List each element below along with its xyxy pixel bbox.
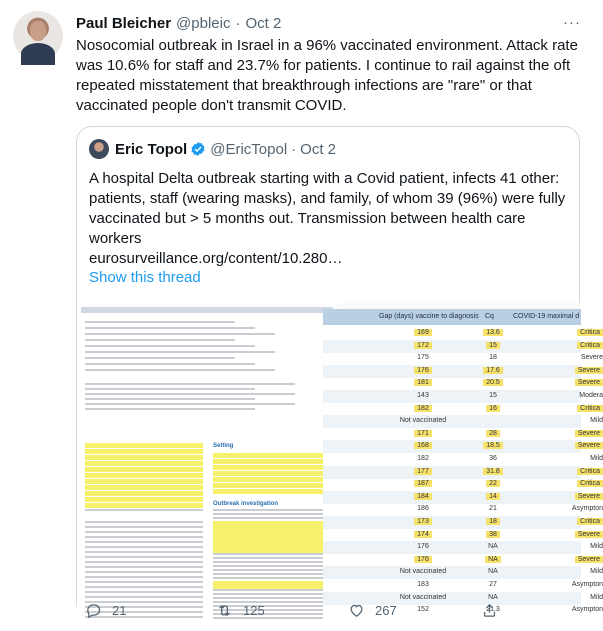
header-gap: Gap (days) vaccine to diagnosis (379, 313, 479, 320)
reply-icon (85, 602, 102, 619)
text-line (85, 363, 255, 365)
severity-cell-value: Severe (575, 556, 603, 563)
severity-cell (533, 568, 603, 575)
severity-cell (533, 354, 603, 361)
page-header-band (81, 307, 333, 313)
gap-cell (383, 568, 463, 575)
quote-author-avatar[interactable] (89, 139, 109, 159)
gap-cell-value: 172 (414, 342, 432, 349)
cq-cell (473, 442, 513, 449)
table-row (323, 340, 600, 353)
table-row (323, 327, 600, 340)
severity-cell (533, 468, 603, 475)
heart-icon (348, 602, 365, 619)
gap-cell-value: 187 (414, 480, 432, 487)
verified-badge-icon (190, 141, 206, 157)
cq-cell-value: 36 (489, 455, 497, 462)
cq-cell (473, 455, 513, 462)
cq-cell-value: 18.5 (483, 442, 503, 449)
gap-cell (383, 556, 463, 563)
cq-cell (473, 354, 513, 361)
severity-cell (533, 342, 603, 349)
table-row (323, 377, 600, 390)
cq-cell-value: 18 (486, 518, 500, 525)
text-line (85, 536, 203, 538)
text-line (213, 593, 329, 595)
severity-cell-value: Critica (577, 480, 603, 487)
cq-cell-value: NA (485, 556, 501, 563)
retweet-icon (216, 602, 233, 619)
severity-cell-value: Mild (590, 568, 603, 576)
header-cq: Cq (485, 313, 494, 320)
cq-cell-value: 21.3 (486, 606, 500, 614)
highlighted-line (85, 443, 203, 448)
text-line (85, 596, 203, 598)
quote-author-name[interactable]: Eric Topol (115, 140, 188, 158)
text-line (85, 521, 203, 523)
gap-cell-value: 176 (417, 543, 429, 551)
gap-cell (383, 531, 463, 538)
gap-cell-value: 176 (414, 367, 432, 374)
severity-cell (533, 581, 603, 588)
tweet-date[interactable]: Oct 2 (245, 14, 282, 32)
severity-cell-value: Mild (590, 417, 603, 425)
cq-cell-value: 27 (489, 581, 497, 588)
table-row (323, 554, 600, 567)
share-icon (481, 602, 498, 619)
reply-count: 21 (112, 603, 127, 618)
gap-cell (383, 505, 463, 512)
gap-cell-value: 171 (414, 430, 432, 437)
quote-author-handle[interactable]: @EricTopol (210, 140, 288, 158)
gap-cell (383, 405, 463, 412)
highlighted-line (213, 459, 329, 464)
severity-cell (533, 430, 603, 437)
highlighted-line (85, 473, 203, 478)
highlighted-line (85, 461, 203, 466)
cq-cell-value: 14 (486, 493, 500, 500)
gap-cell (383, 518, 463, 525)
severity-cell (533, 493, 603, 500)
text-line (213, 553, 329, 555)
cq-cell-value: 18 (489, 354, 497, 362)
tweet-actions (76, 600, 588, 622)
like-count: 267 (375, 603, 397, 618)
text-line (85, 393, 295, 395)
severity-cell-value: Critica (577, 329, 603, 336)
text-line (213, 589, 329, 591)
quote-separator: · (291, 140, 297, 158)
gap-cell-value: 183 (417, 581, 429, 588)
cq-cell-value: 28 (486, 430, 500, 437)
highlighted-line (85, 491, 203, 496)
text-line (85, 556, 203, 558)
gap-cell (383, 392, 463, 399)
table-row (323, 541, 603, 554)
gap-cell (383, 468, 463, 475)
cq-cell (473, 392, 513, 399)
quote-text (89, 169, 571, 269)
severity-cell (533, 417, 603, 424)
severity-cell (533, 505, 603, 512)
gap-cell-value: 169 (414, 329, 432, 336)
highlighted-line (85, 449, 203, 454)
gap-cell-value: 177 (414, 468, 432, 475)
text-line (213, 561, 329, 563)
cq-cell-value: NA (488, 543, 498, 551)
severity-cell-value: Critica (577, 518, 603, 525)
gap-cell (383, 354, 463, 361)
cq-cell (473, 430, 513, 437)
severity-cell (533, 518, 603, 525)
gap-cell (383, 342, 463, 349)
avatar-shirt (21, 43, 55, 65)
severity-cell (533, 543, 603, 550)
severity-cell (533, 455, 603, 462)
gap-cell-value: 168 (414, 442, 432, 449)
gap-cell-value: 181 (414, 379, 432, 386)
table-row (323, 579, 603, 592)
text-line (85, 357, 235, 359)
severity-cell-value: Mild (590, 543, 603, 551)
table-row (323, 566, 603, 579)
cq-cell (473, 379, 513, 386)
table-row (323, 403, 600, 416)
gap-cell (383, 455, 463, 462)
tweet-header (76, 13, 281, 33)
quote-body: A hospital Delta outbreak starting with a Covid patient, infects 41 other: patients, staff (wearing masks), and family, of whom 39 (96%) were fully vaccinated but > 5 months out. Transmission between health care workers (89, 170, 566, 247)
text-line (85, 561, 203, 563)
share-button[interactable] (481, 602, 508, 619)
tweet-text: Nosocomial outbreak in Israel in a 96% vaccinated environment. Attack rate was 10.6% for staff and 23.7% for patients. I continue to rail against the oft repeated misstatement that breakthrough infections are "rare" or that vaccinated people don't transmit COVID. (76, 37, 578, 114)
highlighted-line (213, 489, 329, 494)
highlighted-line (213, 465, 329, 470)
paper-image[interactable] (77, 303, 603, 619)
severity-cell-value: Mild (590, 593, 603, 601)
gap-cell-value: 182 (417, 455, 429, 462)
cq-cell-value: 21 (489, 505, 497, 513)
quote-link[interactable]: eurosurveillance.org/content/10.280… (89, 250, 343, 267)
severity-cell-value: Mild (590, 455, 603, 462)
cq-cell-value: NA (488, 568, 498, 576)
severity-cell-value: Severe (580, 354, 603, 362)
table-row (323, 466, 600, 479)
cq-cell-value: 13.6 (483, 329, 503, 336)
highlighted-line (213, 483, 329, 488)
gap-cell-value: 174 (414, 531, 432, 538)
setting-heading: Setting (213, 443, 234, 449)
text-line (213, 573, 329, 575)
gap-cell (383, 417, 463, 424)
gap-cell (383, 581, 463, 588)
cq-cell (473, 329, 513, 336)
text-line (213, 597, 329, 599)
cq-cell-value: 38 (486, 531, 500, 538)
text-line (85, 388, 255, 390)
text-line (213, 565, 329, 567)
severity-cell-value: Severe (575, 442, 603, 449)
highlighted-line (85, 479, 203, 484)
table-row (323, 503, 603, 516)
highlighted-line (213, 471, 329, 476)
cq-cell (473, 568, 513, 575)
cq-cell (473, 342, 513, 349)
severity-cell (533, 329, 603, 336)
text-line (85, 551, 203, 553)
text-line (85, 526, 203, 528)
severity-cell-value: Critica (577, 468, 603, 475)
text-line (85, 531, 203, 533)
gap-cell (383, 379, 463, 386)
highlighted-line (85, 485, 203, 490)
gap-cell-value: Not vaccinated (399, 568, 447, 576)
paper-table (323, 309, 603, 619)
severity-cell-value: Asympton (571, 505, 603, 513)
quote-date[interactable]: Oct 2 (300, 140, 337, 158)
text-line (85, 383, 295, 385)
text-line (85, 581, 203, 583)
cq-cell (473, 505, 513, 512)
show-thread-link[interactable]: Show this thread (89, 269, 201, 286)
cq-cell-value: 17.6 (483, 367, 503, 374)
text-line (85, 339, 235, 341)
quoted-tweet[interactable] (76, 126, 603, 618)
cq-cell (473, 493, 513, 500)
severity-cell (533, 480, 603, 487)
table-row (323, 440, 600, 453)
highlighted-line (213, 453, 329, 458)
cq-cell-value: NA (488, 593, 498, 601)
cq-cell (473, 518, 513, 525)
gap-cell-value: 182 (414, 405, 432, 412)
severity-cell-value: Critica (577, 342, 603, 349)
severity-cell (533, 442, 603, 449)
cq-cell (473, 581, 513, 588)
text-line (85, 369, 275, 371)
author-avatar[interactable] (13, 11, 63, 61)
gap-cell-value: 143 (417, 392, 429, 399)
gap-cell-value: 186 (417, 505, 429, 513)
cq-cell (473, 405, 513, 412)
text-line (85, 403, 295, 405)
text-line (85, 321, 235, 323)
text-line (85, 571, 203, 573)
severity-cell (533, 367, 603, 374)
severity-cell-value: Severe (575, 379, 603, 386)
text-line (85, 408, 255, 410)
cq-cell (473, 468, 513, 475)
text-line (213, 577, 329, 579)
gap-cell-value: 173 (414, 518, 432, 525)
severity-cell (533, 556, 603, 563)
text-line (85, 327, 255, 329)
cq-cell-value: 16 (486, 405, 500, 412)
reply-button[interactable] (85, 602, 126, 619)
severity-cell-value: Severe (575, 493, 603, 500)
highlighted-line (85, 455, 203, 460)
cq-cell-value: 15 (489, 392, 497, 399)
cq-cell (473, 556, 513, 563)
gap-cell (383, 480, 463, 487)
severity-cell-value: Modera (579, 392, 603, 399)
gap-cell (383, 430, 463, 437)
cq-cell (473, 531, 513, 538)
gap-cell (383, 543, 463, 550)
gap-cell-value: Not vaccinated (399, 417, 447, 425)
highlighted-line (85, 467, 203, 472)
cq-cell (473, 543, 513, 550)
author-name[interactable]: Paul Bleicher (76, 14, 172, 32)
gap-cell-value: 175 (417, 354, 429, 362)
gap-cell-value: 176 (414, 556, 432, 563)
severity-cell-value: Severe (575, 430, 603, 437)
text-line (85, 566, 203, 568)
text-line (85, 576, 203, 578)
quote-header (89, 139, 336, 159)
text-line (85, 591, 203, 593)
severity-cell (533, 405, 603, 412)
gap-cell-value: Not vaccinated (399, 593, 447, 601)
cq-cell-value: 15 (486, 342, 500, 349)
avatar-face (30, 21, 46, 41)
highlighted-line (85, 497, 203, 502)
gap-cell-value: 184 (414, 493, 432, 500)
highlighted-line (85, 503, 203, 508)
gap-cell (383, 329, 463, 336)
cq-cell-value: 31.8 (483, 468, 503, 475)
table-row (323, 415, 603, 428)
table-row (323, 529, 600, 542)
severity-cell (533, 392, 603, 399)
retweet-button[interactable] (216, 602, 265, 619)
table-row (323, 491, 600, 504)
highlighted-line (213, 477, 329, 482)
table-row (323, 428, 600, 441)
severity-cell-value: Asympton (571, 581, 603, 588)
text-line (85, 351, 275, 353)
retweet-count: 125 (243, 603, 265, 618)
table-row (323, 453, 603, 466)
text-line (85, 586, 203, 588)
more-options-icon[interactable]: ··· (563, 14, 581, 31)
text-line (85, 509, 203, 511)
cq-cell-value: 20.5 (483, 379, 503, 386)
paper-text-page (77, 303, 337, 619)
severity-cell-value: Severe (575, 531, 603, 538)
text-line (213, 509, 329, 511)
gap-cell (383, 493, 463, 500)
table-row (323, 352, 603, 365)
severity-cell (533, 531, 603, 538)
like-button[interactable] (348, 602, 397, 619)
table-row (323, 516, 600, 529)
gap-cell (383, 367, 463, 374)
gap-cell (383, 442, 463, 449)
severity-cell-value: Severe (575, 367, 603, 374)
outbreak-heading: Outbreak investigation (213, 501, 279, 507)
table-header (323, 309, 581, 325)
text-line (213, 557, 329, 559)
text-line (85, 333, 275, 335)
text-line (85, 541, 203, 543)
cq-cell (473, 480, 513, 487)
text-line (85, 546, 203, 548)
separator: · (235, 14, 241, 32)
text-line (213, 517, 329, 519)
table-row (323, 365, 600, 378)
severity-cell-value: Asympton (571, 606, 603, 614)
table-row (323, 390, 603, 403)
text-line (85, 398, 255, 400)
text-line (213, 513, 329, 515)
cq-cell (473, 367, 513, 374)
text-line (85, 345, 255, 347)
severity-cell (533, 379, 603, 386)
header-severity: COVID-19 maximal d (513, 313, 580, 320)
table-row (323, 478, 600, 491)
author-handle[interactable]: @pbleic (176, 14, 231, 32)
severity-cell-value: Critica (577, 405, 603, 412)
cq-cell-value: 22 (486, 480, 500, 487)
gap-cell-value: 152 (417, 606, 429, 614)
text-line (213, 569, 329, 571)
